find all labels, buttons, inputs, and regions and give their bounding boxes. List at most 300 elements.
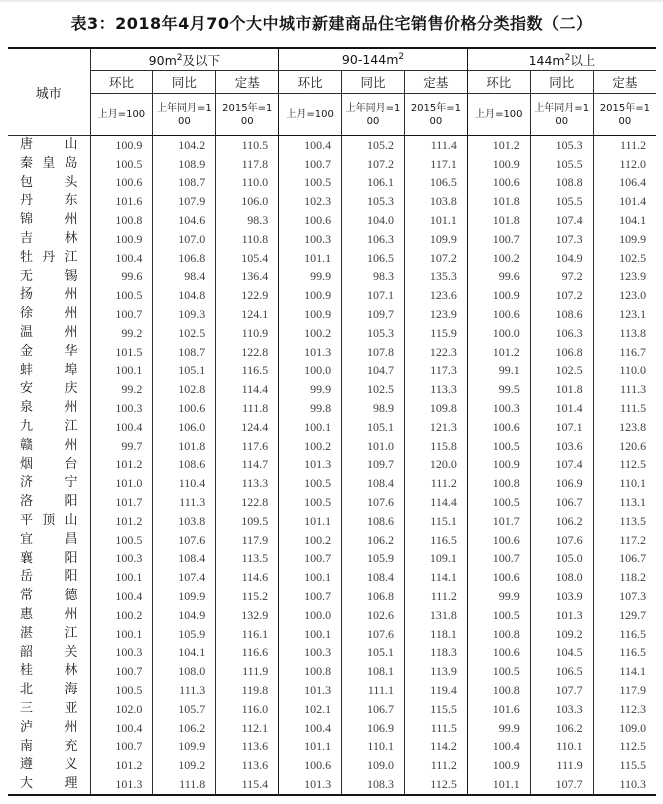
value-cell: 108.0 [530, 568, 593, 587]
value-cell: 111.4 [404, 136, 467, 155]
value-cell: 100.9 [467, 456, 530, 475]
value-cell: 111.5 [593, 399, 656, 418]
value-cell: 106.9 [342, 719, 405, 738]
value-cell: 100.6 [467, 418, 530, 437]
value-cell: 135.3 [404, 268, 467, 287]
value-cell: 100.7 [467, 550, 530, 569]
value-cell: 110.1 [593, 474, 656, 493]
value-cell: 100.6 [153, 399, 216, 418]
city-cell [8, 249, 90, 268]
value-cell: 106.1 [342, 174, 405, 193]
value-cell: 101.6 [90, 192, 153, 211]
table-row [8, 474, 656, 493]
value-cell: 110.3 [593, 775, 656, 795]
value-cell: 105.5 [530, 192, 593, 211]
value-cell: 100.4 [90, 719, 153, 738]
value-cell: 101.1 [467, 775, 530, 795]
city-cell [8, 512, 90, 531]
column-group-header [90, 48, 279, 71]
value-cell: 106.0 [216, 192, 279, 211]
value-cell: 101.3 [279, 343, 342, 362]
column-basis: 上月=100 [90, 94, 153, 136]
value-cell: 100.5 [90, 681, 153, 700]
table-row [8, 305, 656, 324]
value-cell: 103.8 [153, 512, 216, 531]
value-cell: 105.2 [342, 136, 405, 155]
value-cell: 100.5 [279, 174, 342, 193]
table-row [8, 606, 656, 625]
value-cell: 100.6 [467, 531, 530, 550]
value-cell: 104.8 [153, 286, 216, 305]
table-row [8, 700, 656, 719]
group-label-base: 90m [148, 52, 177, 68]
value-cell: 110.5 [216, 136, 279, 155]
city-name: 平顶山 [20, 512, 78, 528]
column-basis: 2015年=100 [404, 94, 467, 136]
city-name: 大理 [20, 776, 78, 792]
table-row [8, 211, 656, 230]
table-row [8, 192, 656, 211]
column-subheader: 定基 [216, 71, 279, 94]
value-cell: 101.8 [153, 437, 216, 456]
value-cell: 100.9 [279, 305, 342, 324]
value-cell: 110.0 [216, 174, 279, 193]
value-cell: 100.8 [467, 625, 530, 644]
value-cell: 123.1 [593, 305, 656, 324]
value-cell: 108.6 [153, 456, 216, 475]
value-cell: 123.6 [404, 286, 467, 305]
city-cell [8, 775, 90, 795]
value-cell: 100.1 [90, 568, 153, 587]
value-cell: 111.3 [153, 493, 216, 512]
value-cell: 100.9 [279, 286, 342, 305]
value-cell: 99.2 [90, 324, 153, 343]
value-cell: 116.7 [593, 343, 656, 362]
column-subheader: 环比 [90, 71, 153, 94]
value-cell: 117.3 [404, 362, 467, 381]
column-basis: 上月=100 [467, 94, 530, 136]
value-cell: 100.3 [90, 550, 153, 569]
value-cell: 106.7 [342, 700, 405, 719]
value-cell: 100.7 [279, 155, 342, 174]
value-cell: 97.2 [530, 268, 593, 287]
value-cell: 100.7 [279, 587, 342, 606]
value-cell: 101.2 [467, 136, 530, 155]
value-cell: 111.2 [593, 136, 656, 155]
city-name: 丹东 [20, 193, 78, 209]
value-cell: 113.3 [404, 380, 467, 399]
city-name: 泸州 [20, 719, 78, 735]
city-name: 三亚 [20, 700, 78, 716]
table-row [8, 662, 656, 681]
value-cell: 113.5 [593, 512, 656, 531]
value-cell: 101.3 [90, 775, 153, 795]
value-cell: 106.4 [593, 174, 656, 193]
value-cell: 98.3 [342, 268, 405, 287]
table-row [8, 681, 656, 700]
value-cell: 99.9 [279, 380, 342, 399]
value-cell: 100.9 [467, 756, 530, 775]
value-cell: 112.1 [216, 719, 279, 738]
group-label-sup: 2 [398, 51, 405, 62]
value-cell: 122.8 [216, 343, 279, 362]
value-cell: 111.3 [593, 380, 656, 399]
value-cell: 103.9 [530, 587, 593, 606]
value-cell: 114.4 [404, 493, 467, 512]
value-cell: 111.2 [404, 587, 467, 606]
group-label-base: 144m [528, 52, 565, 68]
value-cell: 110.9 [216, 324, 279, 343]
table-row [8, 512, 656, 531]
table-row [8, 362, 656, 381]
city-name: 襄阳 [20, 550, 78, 566]
value-cell: 109.0 [342, 756, 405, 775]
city-cell [8, 192, 90, 211]
city-name: 济宁 [20, 475, 78, 491]
value-cell: 122.8 [216, 493, 279, 512]
value-cell: 104.7 [342, 362, 405, 381]
value-cell: 100.5 [279, 474, 342, 493]
value-cell: 115.1 [404, 512, 467, 531]
value-cell: 116.0 [216, 700, 279, 719]
city-name: 惠州 [20, 606, 78, 622]
value-cell: 101.8 [467, 192, 530, 211]
value-cell: 107.6 [342, 625, 405, 644]
value-cell: 106.0 [153, 418, 216, 437]
value-cell: 108.4 [342, 568, 405, 587]
value-cell: 116.1 [216, 625, 279, 644]
column-group-header [467, 48, 656, 71]
city-name: 包头 [20, 174, 78, 190]
city-name: 泉州 [20, 400, 78, 416]
value-cell: 116.5 [593, 625, 656, 644]
value-cell: 107.0 [153, 230, 216, 249]
price-index-table [8, 47, 656, 796]
city-cell [8, 625, 90, 644]
city-cell [8, 286, 90, 305]
city-name: 岳阳 [20, 569, 78, 585]
value-cell: 118.2 [593, 568, 656, 587]
value-cell: 107.6 [530, 531, 593, 550]
value-cell: 107.2 [530, 286, 593, 305]
value-cell: 114.6 [216, 568, 279, 587]
value-cell: 106.5 [530, 662, 593, 681]
column-basis: 上月=100 [279, 94, 342, 136]
city-name: 吉林 [20, 230, 78, 246]
value-cell: 100.6 [467, 305, 530, 324]
city-name: 赣州 [20, 437, 78, 453]
city-cell [8, 662, 90, 681]
value-cell: 107.3 [593, 587, 656, 606]
column-basis: 上年同月=100 [153, 94, 216, 136]
value-cell: 111.3 [153, 681, 216, 700]
value-cell: 109.9 [153, 738, 216, 757]
value-cell: 100.6 [467, 174, 530, 193]
value-cell: 101.7 [90, 493, 153, 512]
city-cell [8, 230, 90, 249]
city-cell [8, 681, 90, 700]
value-cell: 111.9 [530, 756, 593, 775]
value-cell: 98.3 [216, 211, 279, 230]
city-name: 温州 [20, 324, 78, 340]
value-cell: 101.8 [467, 211, 530, 230]
table-row [8, 380, 656, 399]
value-cell: 100.5 [90, 286, 153, 305]
table-row [8, 249, 656, 268]
value-cell: 101.6 [467, 700, 530, 719]
value-cell: 100.6 [467, 568, 530, 587]
value-cell: 100.4 [90, 249, 153, 268]
city-cell [8, 343, 90, 362]
value-cell: 99.6 [467, 268, 530, 287]
value-cell: 111.8 [153, 775, 216, 795]
value-cell: 100.2 [90, 606, 153, 625]
city-name: 安庆 [20, 381, 78, 397]
city-cell [8, 268, 90, 287]
value-cell: 123.0 [593, 286, 656, 305]
value-cell: 106.3 [342, 230, 405, 249]
value-cell: 100.8 [467, 474, 530, 493]
value-cell: 113.6 [216, 738, 279, 757]
value-cell: 107.7 [530, 775, 593, 795]
value-cell: 110.0 [593, 362, 656, 381]
value-cell: 116.5 [216, 362, 279, 381]
value-cell: 101.3 [279, 775, 342, 795]
table-row [8, 268, 656, 287]
column-subheader: 定基 [404, 71, 467, 94]
value-cell: 106.5 [342, 249, 405, 268]
value-cell: 102.8 [153, 380, 216, 399]
value-cell: 114.4 [216, 380, 279, 399]
value-cell: 101.1 [279, 512, 342, 531]
value-cell: 117.1 [404, 155, 467, 174]
value-cell: 105.3 [342, 192, 405, 211]
value-cell: 110.8 [216, 230, 279, 249]
value-cell: 106.8 [530, 343, 593, 362]
value-cell: 102.6 [342, 606, 405, 625]
city-name: 湛江 [20, 625, 78, 641]
value-cell: 100.4 [279, 719, 342, 738]
value-cell: 100.7 [90, 738, 153, 757]
value-cell: 115.2 [216, 587, 279, 606]
value-cell: 113.8 [593, 324, 656, 343]
value-cell: 104.1 [593, 211, 656, 230]
value-cell: 117.9 [593, 681, 656, 700]
value-cell: 100.7 [279, 550, 342, 569]
city-name: 常德 [20, 588, 78, 604]
value-cell: 109.9 [593, 230, 656, 249]
value-cell: 131.8 [404, 606, 467, 625]
value-cell: 107.2 [404, 249, 467, 268]
value-cell: 101.4 [593, 192, 656, 211]
value-cell: 115.5 [593, 756, 656, 775]
value-cell: 99.9 [279, 268, 342, 287]
table-row [8, 418, 656, 437]
value-cell: 110.4 [153, 474, 216, 493]
value-cell: 101.1 [404, 211, 467, 230]
value-cell: 102.3 [279, 192, 342, 211]
value-cell: 101.3 [279, 681, 342, 700]
value-cell: 104.9 [153, 606, 216, 625]
value-cell: 108.3 [342, 775, 405, 795]
value-cell: 111.2 [404, 756, 467, 775]
table-row [8, 550, 656, 569]
table-row [8, 456, 656, 475]
value-cell: 99.9 [467, 587, 530, 606]
value-cell: 99.6 [90, 268, 153, 287]
value-cell: 100.3 [467, 399, 530, 418]
value-cell: 120.6 [593, 437, 656, 456]
value-cell: 101.1 [279, 738, 342, 757]
table-row [8, 493, 656, 512]
value-cell: 105.9 [342, 550, 405, 569]
table-row [8, 437, 656, 456]
value-cell: 101.2 [467, 343, 530, 362]
city-cell [8, 493, 90, 512]
value-cell: 105.7 [153, 700, 216, 719]
value-cell: 107.3 [530, 230, 593, 249]
value-cell: 116.6 [216, 644, 279, 663]
value-cell: 106.2 [342, 531, 405, 550]
value-cell: 109.8 [404, 399, 467, 418]
value-cell: 99.9 [467, 719, 530, 738]
value-cell: 110.1 [342, 738, 405, 757]
city-cell [8, 550, 90, 569]
value-cell: 107.7 [530, 681, 593, 700]
value-cell: 105.1 [153, 362, 216, 381]
city-cell [8, 324, 90, 343]
value-cell: 115.9 [404, 324, 467, 343]
city-name: 洛阳 [20, 494, 78, 510]
value-cell: 104.0 [342, 211, 405, 230]
value-cell: 99.8 [279, 399, 342, 418]
value-cell: 100.4 [279, 136, 342, 155]
value-cell: 109.7 [342, 456, 405, 475]
value-cell: 108.7 [153, 343, 216, 362]
value-cell: 100.5 [467, 606, 530, 625]
value-cell: 123.9 [593, 268, 656, 287]
value-cell: 109.1 [404, 550, 467, 569]
city-cell [8, 174, 90, 193]
value-cell: 101.1 [279, 249, 342, 268]
value-cell: 109.2 [530, 625, 593, 644]
value-cell: 113.3 [216, 474, 279, 493]
city-cell [8, 756, 90, 775]
value-cell: 112.3 [593, 700, 656, 719]
value-cell: 108.7 [153, 174, 216, 193]
value-cell: 100.0 [467, 324, 530, 343]
table-row [8, 286, 656, 305]
city-name: 锦州 [20, 212, 78, 228]
value-cell: 104.9 [530, 249, 593, 268]
value-cell: 102.0 [90, 700, 153, 719]
value-cell: 115.5 [404, 700, 467, 719]
value-cell: 105.0 [530, 550, 593, 569]
city-name: 牡丹江 [20, 249, 78, 265]
value-cell: 104.1 [153, 644, 216, 663]
value-cell: 100.8 [279, 662, 342, 681]
value-cell: 109.5 [216, 512, 279, 531]
table-row [8, 625, 656, 644]
value-cell: 106.5 [404, 174, 467, 193]
city-cell [8, 606, 90, 625]
value-cell: 106.9 [530, 474, 593, 493]
city-cell [8, 136, 90, 155]
value-cell: 115.4 [216, 775, 279, 795]
value-cell: 100.6 [90, 174, 153, 193]
value-cell: 100.2 [279, 531, 342, 550]
value-cell: 100.4 [90, 587, 153, 606]
value-cell: 109.0 [593, 719, 656, 738]
value-cell: 100.2 [467, 249, 530, 268]
group-label-rest: 以上 [570, 52, 596, 68]
value-cell: 113.1 [593, 493, 656, 512]
table-row [8, 174, 656, 193]
table-row [8, 775, 656, 795]
value-cell: 99.7 [90, 437, 153, 456]
table-header [8, 48, 656, 136]
value-cell: 120.0 [404, 456, 467, 475]
table-row [8, 738, 656, 757]
value-cell: 101.3 [530, 606, 593, 625]
city-cell [8, 437, 90, 456]
value-cell: 123.8 [593, 418, 656, 437]
value-cell: 108.8 [530, 174, 593, 193]
value-cell: 105.5 [530, 155, 593, 174]
table-row [8, 230, 656, 249]
city-name: 遵义 [20, 757, 78, 773]
value-cell: 100.7 [467, 230, 530, 249]
value-cell: 100.4 [90, 418, 153, 437]
value-cell: 106.2 [530, 719, 593, 738]
city-name: 韶关 [20, 644, 78, 660]
value-cell: 100.4 [467, 738, 530, 757]
table-row [8, 531, 656, 550]
value-cell: 100.3 [279, 644, 342, 663]
value-cell: 107.4 [530, 456, 593, 475]
value-cell: 101.8 [530, 380, 593, 399]
value-cell: 101.7 [467, 512, 530, 531]
city-cell [8, 700, 90, 719]
value-cell: 118.3 [404, 644, 467, 663]
value-cell: 101.2 [90, 456, 153, 475]
city-cell [8, 568, 90, 587]
value-cell: 108.6 [530, 305, 593, 324]
column-header-city: 城市 [8, 48, 90, 136]
value-cell: 108.4 [342, 474, 405, 493]
value-cell: 105.4 [216, 249, 279, 268]
value-cell: 100.5 [467, 437, 530, 456]
city-cell [8, 531, 90, 550]
column-subheader: 环比 [279, 71, 342, 94]
value-cell: 107.2 [342, 155, 405, 174]
value-cell: 117.2 [593, 531, 656, 550]
city-cell [8, 587, 90, 606]
city-name: 南充 [20, 738, 78, 754]
value-cell: 111.5 [404, 719, 467, 738]
value-cell: 106.2 [530, 512, 593, 531]
value-cell: 122.9 [216, 286, 279, 305]
value-cell: 112.5 [593, 738, 656, 757]
value-cell: 100.2 [279, 324, 342, 343]
value-cell: 100.9 [467, 155, 530, 174]
value-cell: 112.5 [404, 775, 467, 795]
value-cell: 121.3 [404, 418, 467, 437]
value-cell: 114.1 [404, 568, 467, 587]
value-cell: 100.7 [90, 305, 153, 324]
value-cell: 116.5 [593, 644, 656, 663]
value-cell: 106.8 [342, 587, 405, 606]
